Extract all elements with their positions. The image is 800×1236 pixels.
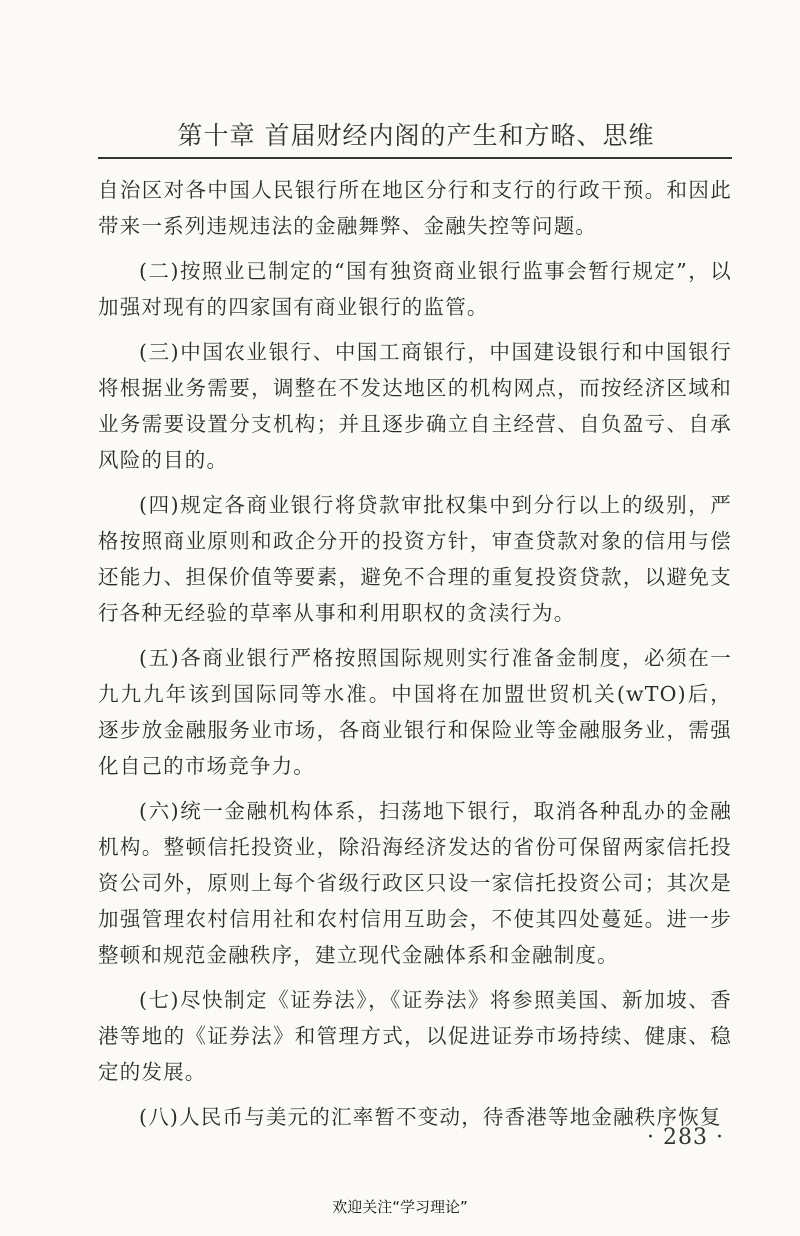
- paragraph-3: (三)中国农业银行、中国工商银行，中国建设银行和中国银行将根据业务需要，调整在不发达地区的机构网点，而按经济区域和业务需要设置分支机构；并且逐步确立自主经营、自负盈亏、自承风险的目的。: [98, 340, 732, 472]
- page-number: [580, 1125, 732, 1150]
- footer-note: 欢迎关注“学习理论”: [332, 1198, 468, 1216]
- page-number-value: 283: [663, 1125, 708, 1150]
- header-rule: [98, 157, 732, 159]
- paragraph-2: (二)按照业已制定的“国有独资商业银行监事会暂行规定”，以加强对现有的四家国有商业银行的监管。: [98, 259, 732, 319]
- paragraph-4: (四)规定各商业银行将贷款审批权集中到分行以上的级别，严格按照商业原则和政企分开的投资方针，审查贷款对象的信用与偿还能力、担保价值等要素，避免不合理的重复投资贷款，以避免支行各种无经验的草率从事和利用职权的贪渎行为。: [98, 493, 732, 625]
- page-number-dot-left: ·: [647, 1125, 655, 1150]
- paragraph-5: (五)各商业银行严格按照国际规则实行准备金制度，必须在一九九九年该到国际同等水准。中国将在加盟世贸机关(wTO)后，逐步放金融服务业市场，各商业银行和保险业等金融服务业，需强化自己的市场竞争力。: [98, 646, 732, 778]
- body-text: [98, 172, 732, 1144]
- chapter-running-head: 第十章 首届财经内阁的产生和方略、思维: [177, 121, 655, 150]
- paragraph-8: (八)人民币与美元的汇率暂不变动，待香港等地金融秩序恢复: [139, 1105, 722, 1129]
- page-number-dot-right: ·: [716, 1125, 724, 1150]
- paragraph-6: (六)统一金融机构体系，扫荡地下银行，取消各种乱办的金融机构。整顿信托投资业，除沿海经济发达的省份可保留两家信托投资公司外，原则上每个省级行政区只设一家信托投资公司；其次是加强管理农村信用社和农村信用互助会，不使其四处蔓延。进一步整顿和规范金融秩序，建立现代金融体系和金融制度。: [98, 799, 732, 967]
- paragraph-7: (七)尽快制定《证券法》，《证券法》将参照美国、新加坡、香港等地的《证券法》和管理方式，以促进证券市场持续、健康、稳定的发展。: [98, 988, 732, 1084]
- paragraph-1: 自治区对各中国人民银行所在地区分行和支行的行政干预。和因此带来一系列违规违法的金融舞弊、金融失控等问题。: [98, 178, 732, 238]
